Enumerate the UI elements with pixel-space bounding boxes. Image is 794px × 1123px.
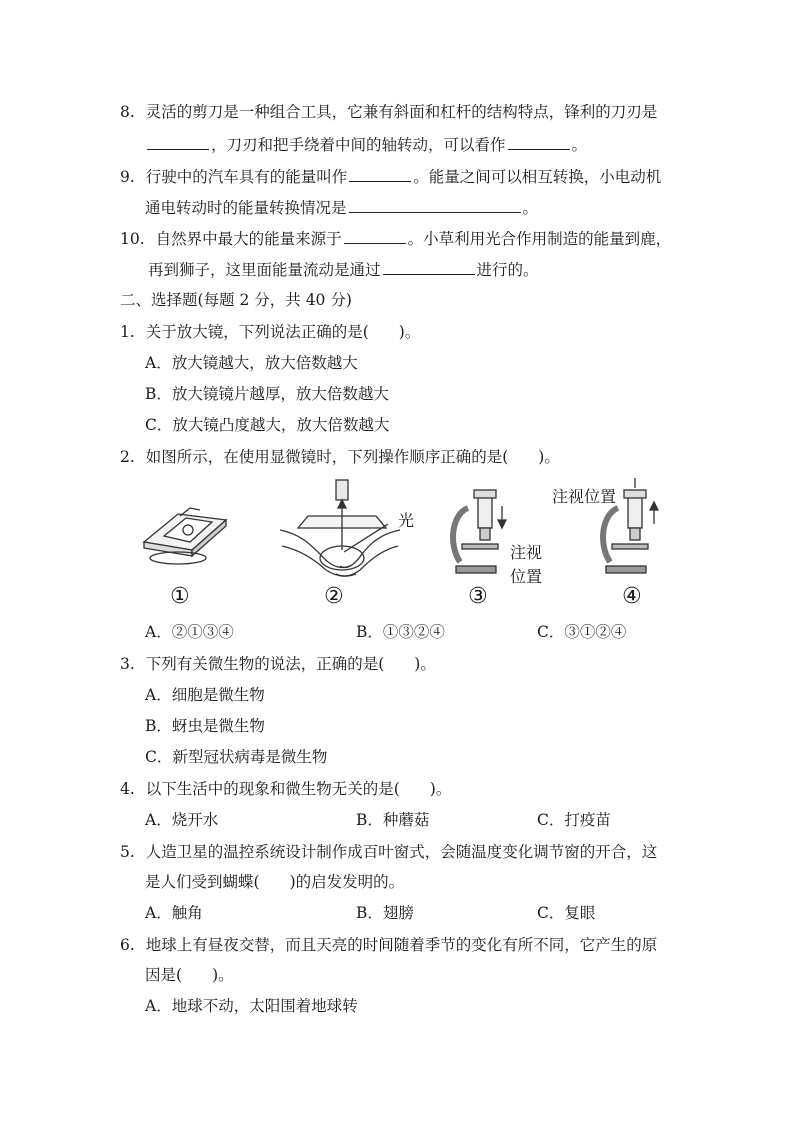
answer-blank[interactable]	[349, 165, 411, 182]
watch-position-label-3a: 注视	[510, 543, 543, 562]
choice-question-5-line-2	[145, 872, 404, 892]
question-text: )。	[538, 448, 560, 466]
question-number: 2.	[120, 448, 135, 466]
choice-question-3	[120, 654, 436, 674]
choice-question-1	[120, 322, 420, 342]
question-text: 关于放大镜，下列说法正确的是(	[145, 323, 369, 341]
option-a[interactable]: A．放大镜越大，放大倍数越大	[145, 354, 358, 372]
question-text: 是人们受到蝴蝶(	[145, 873, 260, 891]
question-text: )。	[212, 966, 234, 984]
option-a[interactable]: A．烧开水	[145, 811, 219, 829]
question-text: 下列有关微生物的说法，正确的是(	[145, 655, 385, 673]
question-text: 。	[522, 199, 539, 217]
option-b[interactable]: B．①③②④	[356, 623, 445, 641]
question-8-line-2	[145, 133, 587, 155]
question-number: 3.	[120, 655, 135, 673]
question-text: 如图所示，在使用显微镜时，下列操作顺序正确的是(	[145, 448, 509, 466]
option-c[interactable]: C．复眼	[537, 904, 596, 922]
figure-number-3: ③	[468, 584, 488, 609]
question-text: 灵活的剪刀是一种组合工具，它兼有斜面和杠杆的结构特点，锋利的刀刃是	[145, 103, 658, 121]
question-number: 6.	[120, 936, 135, 954]
section-title: 二、选择题(每题 2 分，共 40 分)	[120, 291, 352, 309]
figure-number-2: ②	[324, 584, 344, 609]
answer-blank[interactable]	[344, 227, 406, 244]
question-10-line-1	[120, 227, 671, 249]
option-a[interactable]: A．②①③④	[145, 623, 234, 641]
choice-question-4	[120, 779, 451, 799]
question-9-line-1	[120, 165, 661, 187]
question-text: 。	[571, 136, 588, 154]
answer-blank[interactable]	[508, 133, 570, 150]
option-c[interactable]: C．放大镜凸度越大，放大倍数越大	[145, 416, 390, 434]
watch-position-label-4: 注视位置	[552, 487, 617, 506]
question-text: 再到狮子，这里面能量流动是通过	[148, 261, 381, 279]
question-text: 行驶中的汽车具有的能量叫作	[145, 168, 348, 186]
answer-blank[interactable]	[349, 196, 521, 213]
option-c[interactable]: C．③①②④	[537, 623, 627, 641]
question-text: 地球上有昼夜交替，而且天亮的时间随着季节的变化有所不同，它产生的原	[145, 936, 658, 954]
adjusting-mirror-drawing	[280, 480, 400, 576]
option-b[interactable]: B．翅膀	[356, 904, 414, 922]
light-label: 光	[398, 511, 415, 530]
question-number: 10.	[120, 230, 145, 248]
option-c[interactable]: C．打疫苗	[537, 811, 611, 829]
question-9-line-2	[145, 196, 538, 218]
choice-question-2	[120, 447, 560, 467]
question-text: ，刀刃和把手绕着中间的轴转动，可以看作	[211, 136, 506, 154]
choice-question-6-line-1	[120, 935, 657, 955]
question-text: 。能量之间可以相互转换，小电动机	[413, 168, 662, 186]
question-text: )。	[414, 655, 436, 673]
question-text: 自然界中最大的能量来源于	[155, 230, 342, 248]
option-b[interactable]: B．放大镜镜片越厚，放大倍数越大	[145, 385, 389, 403]
answer-blank[interactable]	[383, 258, 475, 275]
question-number: 4.	[120, 780, 135, 798]
question-text: 进行的。	[476, 261, 539, 279]
watch-position-label-3b: 位置	[510, 567, 543, 586]
question-number: 5.	[120, 843, 135, 861]
question-text: 因是(	[145, 966, 183, 984]
question-number: 9.	[120, 168, 135, 186]
question-10-line-2	[148, 258, 539, 280]
question-text: 。小草利用光合作用制造的能量到鹿，	[407, 230, 672, 248]
question-8-line-1	[120, 102, 657, 122]
question-number: 8.	[120, 103, 135, 121]
microscope-figure	[130, 474, 670, 614]
question-text: )的启发发明的。	[289, 873, 405, 891]
choice-question-6-line-2	[145, 965, 234, 985]
option-c[interactable]: C．新型冠状病毒是微生物	[145, 748, 328, 766]
question-text: )。	[398, 323, 421, 341]
choice-question-5-line-1	[120, 842, 657, 862]
question-text: 人造卫星的温控系统设计制作成百叶窗式，会随温度变化调节窗的开合，这	[145, 843, 658, 861]
microscope-lowering-drawing	[453, 490, 506, 573]
question-text: )。	[429, 780, 452, 798]
question-text: 通电转动时的能量转换情况是	[145, 199, 347, 217]
answer-blank[interactable]	[147, 133, 209, 150]
figure-number-4: ④	[622, 584, 642, 609]
option-a[interactable]: A．地球不动，太阳围着地球转	[145, 997, 358, 1015]
question-text: 以下生活中的现象和微生物无关的是(	[145, 780, 400, 798]
slide-on-stage-drawing	[144, 508, 226, 564]
figure-number-1: ①	[170, 584, 190, 609]
option-b[interactable]: B．蚜虫是微生物	[145, 717, 265, 735]
question-number: 1.	[120, 323, 135, 341]
option-b[interactable]: B．种蘑菇	[356, 811, 430, 829]
option-a[interactable]: A．细胞是微生物	[145, 686, 265, 704]
option-a[interactable]: A．触角	[145, 904, 203, 922]
